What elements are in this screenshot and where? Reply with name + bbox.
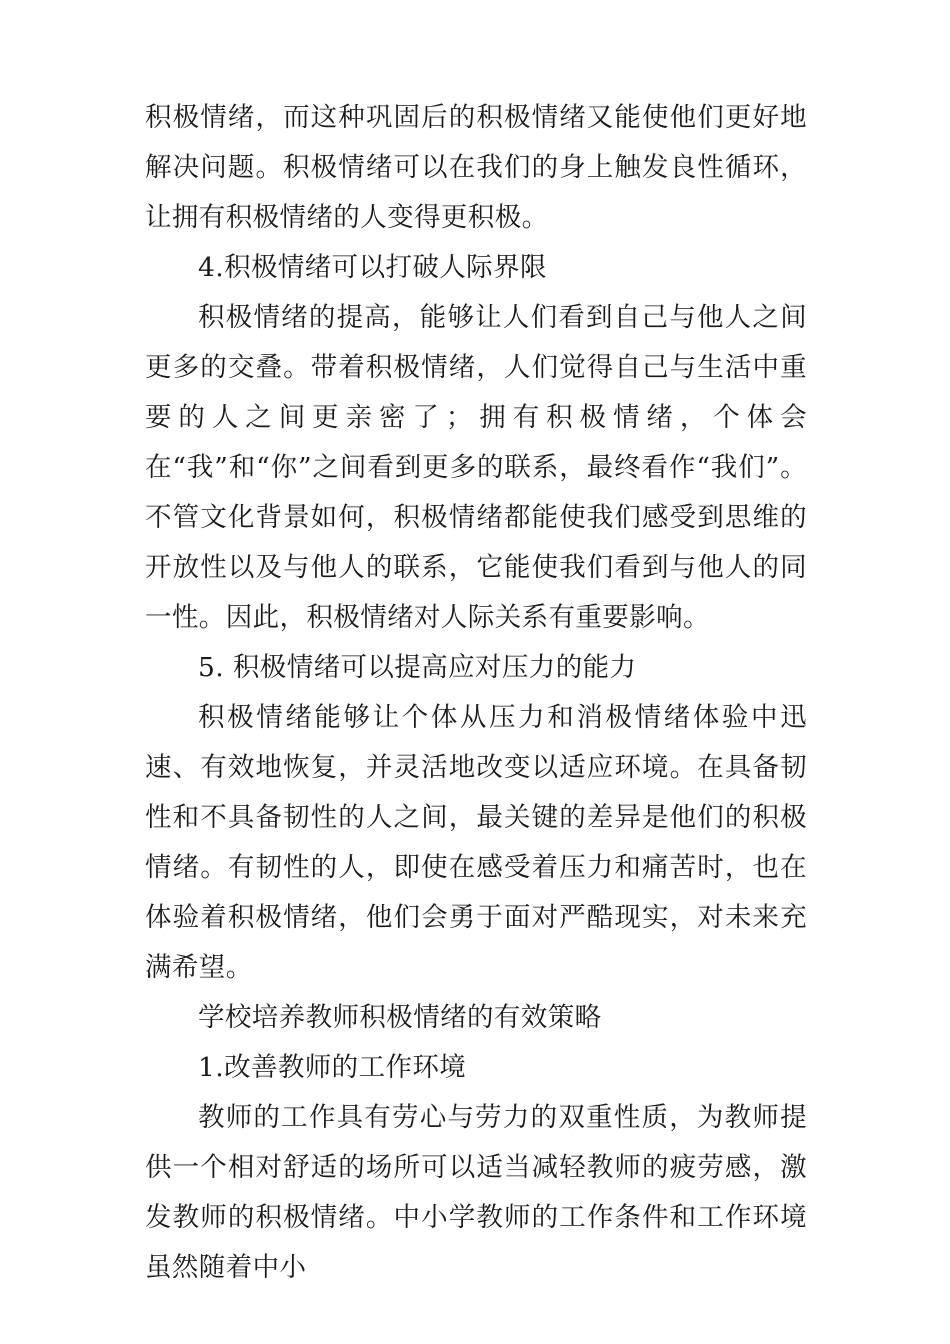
paragraph-stress: 积极情绪能够让个体从压力和消极情绪体验中迅速、有效地恢复，并灵活地改变以适应环境。在具备韧性和不具备韧性的人之间，最关键的差异是他们的积极情绪。有韧性的人，即使在感受着压力和痛苦时，也在体验着积极情绪，他们会勇于面对严酷现实，对未来充满希望。 <box>145 702 807 983</box>
paragraph-interpersonal: 积极情绪的提高，能够让人们看到自己与他人之间更多的交叠。带着积极情绪，人们觉得自己与生活中重要的人之间更亲密了；拥有积极情绪，个体会在“我”和“你”之间看到更多的联系，最终看作“我们”。不管文化背景如何，积极情绪都能使我们感受到思维的开放性以及与他人的联系，它能使我们看到与他人的同一性。因此，积极情绪对人际关系有重要影响。 <box>145 302 807 633</box>
section-heading-4: 4.积极情绪可以打破人际界限 <box>198 252 547 283</box>
document-page <box>145 93 807 1293</box>
section-heading-5: 5. 积极情绪可以提高应对压力的能力 <box>198 652 637 683</box>
section-heading-strategies: 学校培养教师积极情绪的有效策略 <box>198 1002 602 1033</box>
paragraph-continuation: 积极情绪，而这种巩固后的积极情绪又能使他们更好地解决问题。积极情绪可以在我们的身上触发良性循环，让拥有积极情绪的人变得更积极。 <box>145 102 807 233</box>
paragraph-work-environment: 教师的工作具有劳心与劳力的双重性质，为教师提供一个相对舒适的场所可以适当减轻教师的疲劳感，激发教师的积极情绪。中小学教师的工作条件和工作环境虽然随着中小 <box>145 1102 807 1283</box>
subsection-heading-1: 1.改善教师的工作环境 <box>198 1052 467 1083</box>
